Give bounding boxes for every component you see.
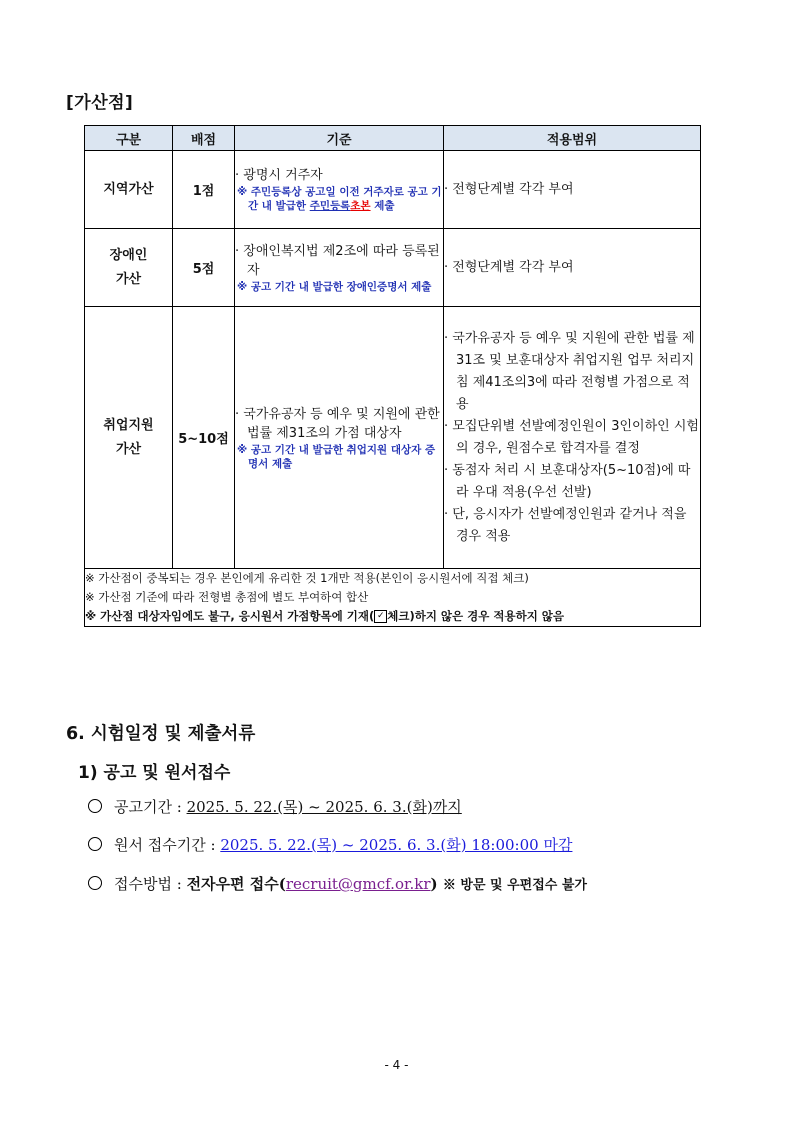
checkbox-check-icon: ✓: [374, 610, 387, 623]
section-title: [가산점]: [66, 93, 134, 113]
item-announcement-period: 공고기간 : 2025. 5. 22.(목) ~ 2025. 6. 3.(화)까지: [88, 796, 462, 817]
table-row-disability: [85, 229, 701, 307]
header-category: 구분: [85, 126, 173, 151]
section-6-subtitle: 1) 공고 및 원서접수: [78, 763, 231, 783]
table-footnote-row: [85, 569, 701, 627]
table-header-row: [85, 126, 701, 151]
circle-bullet-icon: [88, 799, 102, 813]
header-criteria: 기준: [235, 126, 444, 151]
table-row-employment: [85, 307, 701, 569]
criteria-note: ※ 주민등록상 공고일 이전 거주자로 공고 기간 내 발급한 주민등록초본 제출: [237, 186, 442, 212]
item-application-period: 원서 접수기간 : 2025. 5. 22.(목) ~ 2025. 6. 3.(화) 18:00:00 마감: [88, 834, 572, 855]
circle-bullet-icon: [88, 837, 102, 851]
scope-cell: · 전형단계별 각각 부여: [444, 151, 701, 229]
category-cell: 장애인 가산: [85, 229, 173, 307]
points-cell: 1점: [173, 151, 235, 229]
criteria-note: ※ 공고 기간 내 발급한 장애인증명서 제출: [237, 280, 432, 293]
item-application-method: 접수방법 : 전자우편 접수(recruit@gmcf.or.kr) ※ 방문 및 우편접수 불가: [88, 873, 587, 894]
header-scope: 적용범위: [444, 126, 701, 151]
email-link[interactable]: recruit@gmcf.or.kr: [285, 875, 431, 893]
section-6-title: 6. 시험일정 및 제출서류: [66, 724, 256, 744]
criteria-cell: · 국가유공자 등 예우 및 지원에 관한 법률 제31조의 가점 대상자 ※ 공고 기간 내 발급한 취업지원 대상자 증명서 제출: [235, 307, 444, 569]
page-number: - 4 -: [384, 1058, 409, 1072]
criteria-cell: · 광명시 거주자 ※ 주민등록상 공고일 이전 거주자로 공고 기간 내 발급한 주민등록초본 제출: [235, 151, 444, 229]
scope-cell: · 국가유공자 등 예우 및 지원에 관한 법률 제31조 및 보훈대상자 취업지원 업무 처리지침 제41조의3에 따라 전형별 가점으로 적용 · 모집단위별 선발예정인원이 3인이하인 시험의 경우, 원점수로 합격자를 결정 · 동점자 처리 시 보훈대상자(5~10점)에 따라 우대 적용(우선 선발) · 단, 응시자가 선발예정인원과 같거나 적을 경우 적용: [444, 307, 701, 569]
footnote-bold: ※ 가산점 대상자임에도 불구, 응시원서 가점항목에 기재( ✓ 체크)하지 않은 경우 적용하지 않음: [85, 609, 565, 623]
header-points: 배점: [173, 126, 235, 151]
category-cell: 지역가산: [85, 151, 173, 229]
criteria-cell: · 장애인복지법 제2조에 따라 등록된 자 ※ 공고 기간 내 발급한 장애인증명서 제출: [235, 229, 444, 307]
scope-cell: · 전형단계별 각각 부여: [444, 229, 701, 307]
criteria-note: ※ 공고 기간 내 발급한 취업지원 대상자 증명서 제출: [237, 443, 436, 470]
footnotes: ※ 가산점이 중복되는 경우 본인에게 유리한 것 1개만 적용(본인이 응시원서에 직접 체크) ※ 가산점 기준에 따라 전형별 총점에 별도 부여하여 합산 ※ 가산점 대상자임에도 불구, 응시원서 가점항목에 기재( ✓ 체크)하지 않은 경우 적용하지 않음: [85, 569, 701, 627]
category-cell: 취업지원 가산: [85, 307, 173, 569]
points-cell: 5~10점: [173, 307, 235, 569]
table-row-regional: [85, 151, 701, 229]
bonus-points-table: [84, 125, 701, 627]
circle-bullet-icon: [88, 876, 102, 890]
points-cell: 5점: [173, 229, 235, 307]
